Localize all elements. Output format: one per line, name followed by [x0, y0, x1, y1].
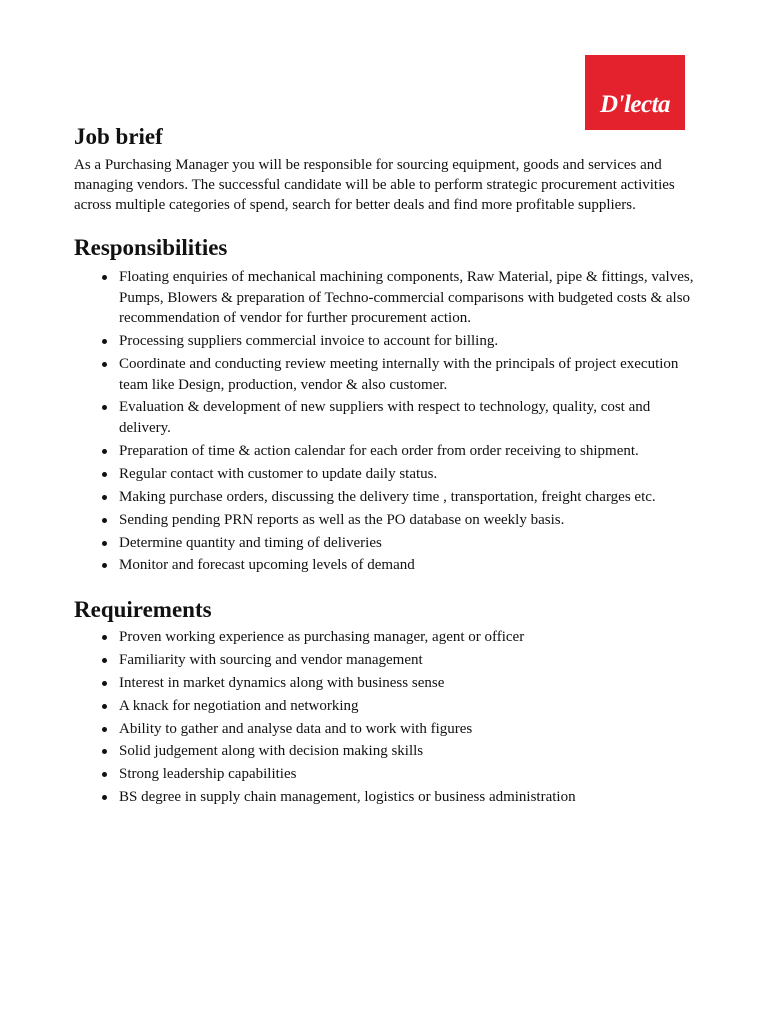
- requirement-item: Proven working experience as purchasing manager, agent or officer: [74, 627, 704, 648]
- responsibility-item: Evaluation & development of new suppliers with respect to technology, quality, cost and delivery.: [74, 397, 704, 438]
- logo-wordmark: D'lecta: [599, 91, 671, 118]
- responsibility-item: Processing suppliers commercial invoice to account for billing.: [74, 331, 704, 352]
- requirement-item: Strong leadership capabilities: [74, 764, 704, 785]
- requirement-item: Ability to gather and analyse data and to work with figures: [74, 719, 704, 740]
- responsibilities-list: [74, 267, 704, 576]
- responsibility-item: Regular contact with customer to update daily status.: [74, 464, 704, 485]
- responsibility-item: Floating enquiries of mechanical machining components, Raw Material, pipe & fittings, valves, Pumps, Blowers & preparation of Techno-commercial comparisons with budgeted costs & also recommendation of vendor for further procurement action.: [74, 267, 704, 329]
- requirement-item: Familiarity with sourcing and vendor management: [74, 650, 704, 671]
- responsibility-item: Preparation of time & action calendar for each order from order receiving to shipment.: [74, 441, 704, 462]
- requirement-item: A knack for negotiation and networking: [74, 696, 704, 717]
- responsibilities-heading: Responsibilities: [74, 235, 228, 260]
- dlecta-logo-mark: [585, 55, 685, 130]
- requirements-heading: Requirements: [74, 596, 212, 622]
- company-logo: [585, 55, 685, 130]
- responsibility-item: Coordinate and conducting review meeting internally with the principals of project execution team like Design, production, vendor & also customer.: [74, 354, 704, 395]
- requirement-item: BS degree in supply chain management, logistics or business administration: [74, 787, 704, 808]
- requirement-item: Solid judgement along with decision making skills: [74, 741, 704, 762]
- requirements-list: [74, 627, 704, 808]
- job-description: [74, 122, 704, 810]
- responsibility-item: Monitor and forecast upcoming levels of demand: [74, 555, 704, 576]
- responsibility-item: Sending pending PRN reports as well as the PO database on weekly basis.: [74, 510, 704, 531]
- responsibility-item: Determine quantity and timing of deliveries: [74, 533, 704, 554]
- requirement-item: Interest in market dynamics along with business sense: [74, 673, 704, 694]
- job-brief-heading: Job brief: [74, 124, 163, 149]
- job-brief-text: As a Purchasing Manager you will be responsible for sourcing equipment, goods and services and managing vendors. The successful candidate will be able to perform strategic procurement activities across multiple categories of spend, search for better deals and find more profitable suppliers.: [74, 157, 675, 213]
- responsibility-item: Making purchase orders, discussing the delivery time , transportation, freight charges etc.: [74, 487, 704, 508]
